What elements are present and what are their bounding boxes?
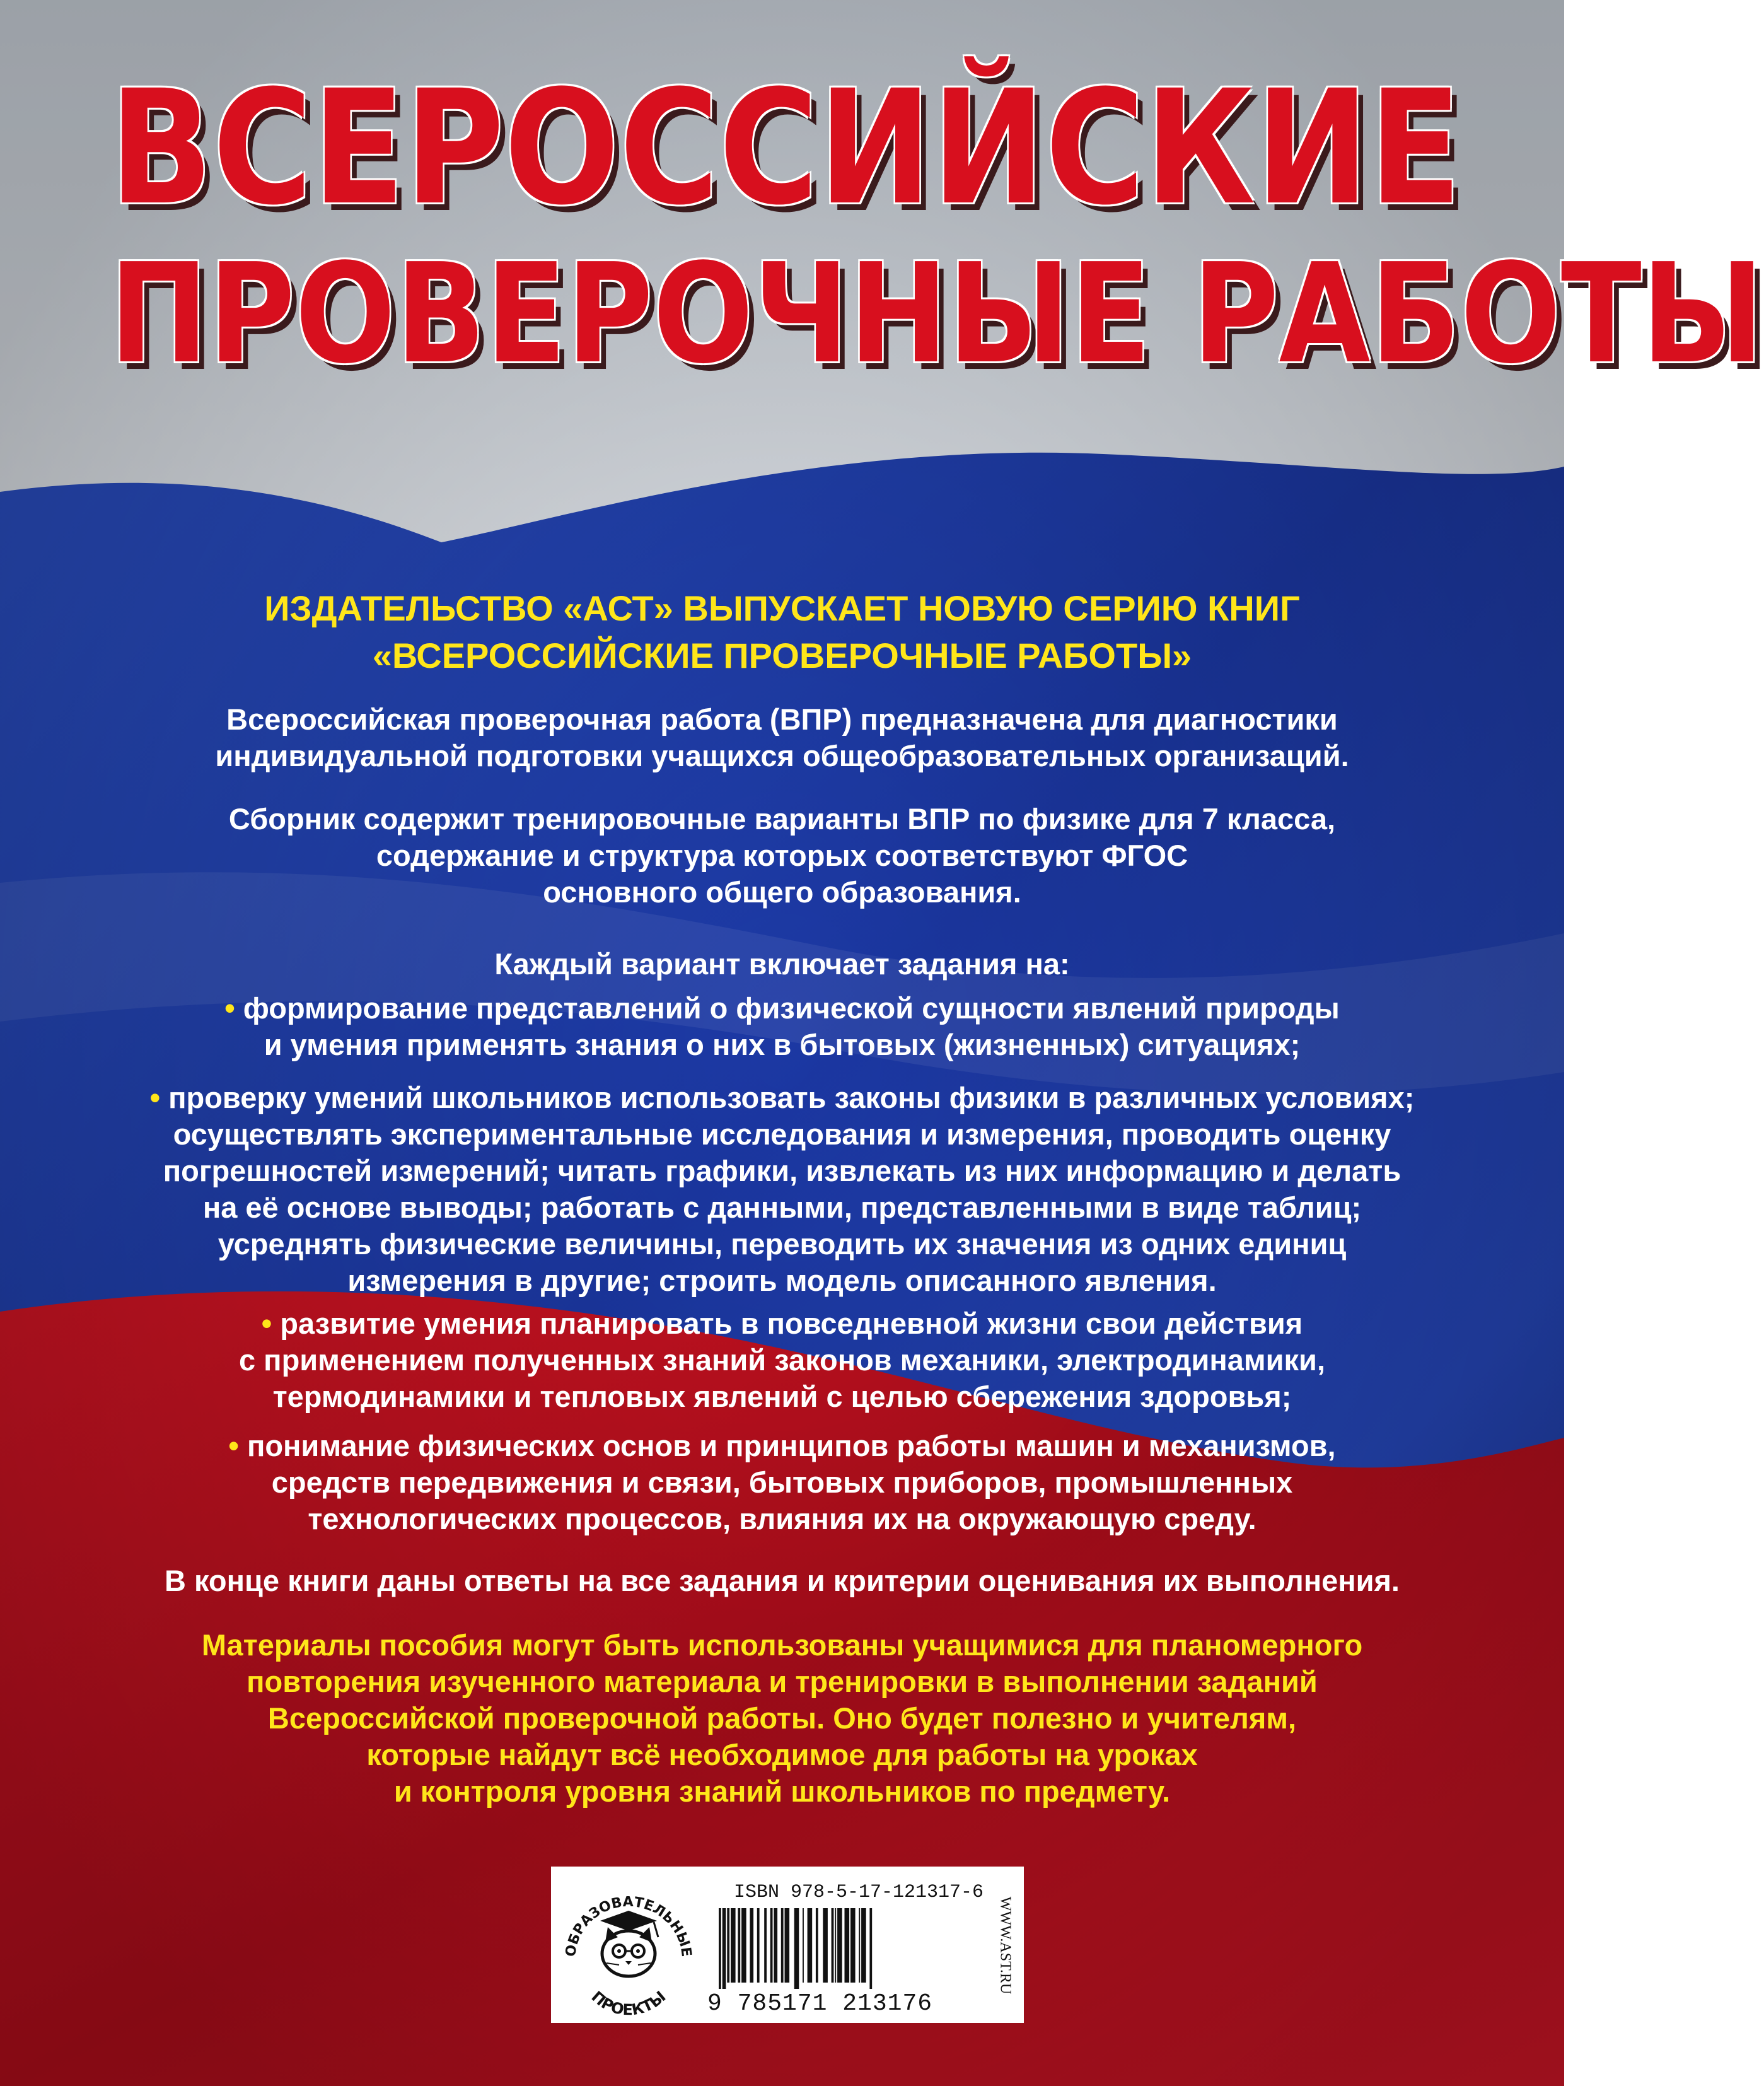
materials-line: повторения изученного материала и тренировки в выполнении заданий xyxy=(247,1665,1318,1698)
headline-line1: ИЗДАТЕЛЬСТВО «АСТ» ВЫПУСКАЕТ НОВУЮ СЕРИЮ КНИГ xyxy=(264,588,1300,628)
bullet-dot-icon: • xyxy=(149,1081,161,1114)
bullet-item-line: • формирование представлений о физической сущности явлений природы xyxy=(224,991,1340,1025)
barcode-bar xyxy=(741,1908,746,1983)
bullet-item-line: термодинамики и тепловых явлений с целью сбережения здоровья; xyxy=(272,1380,1292,1413)
logo-bottom-text xyxy=(588,1988,670,2018)
barcode-bar xyxy=(781,1908,784,1983)
bullet-item-line: погрешностей измерений; читать графики, извлекать из них информацию и делать xyxy=(163,1154,1401,1187)
bullet-item-line: усреднять физические величины, переводить их значения из одних единиц xyxy=(218,1227,1347,1261)
barcode-bar xyxy=(823,1908,828,1983)
bullet-item-line: с применением полученных знаний законов механики, электродинамики, xyxy=(238,1343,1326,1377)
materials-line: Материалы пособия могут быть использованы учащимися для планомерного xyxy=(201,1628,1363,1662)
bullet-item-line: технологических процессов, влияния их на окружающую среду. xyxy=(308,1502,1256,1535)
barcode-bar xyxy=(719,1908,721,1989)
bullet-item-line: • проверку умений школьников использовать законы физики в различных условиях; xyxy=(149,1081,1415,1114)
logo-top-arc: ОБРАЗОВАТЕЛЬНЫЕ xyxy=(562,1894,695,1958)
barcode-bar xyxy=(803,1908,804,1983)
barcode-bar xyxy=(837,1908,842,1983)
collection-line: основного общего образования. xyxy=(543,875,1021,909)
barcode-bar xyxy=(757,1908,760,1983)
barcode-bar xyxy=(832,1908,834,1983)
cat-with-graduation-cap-icon xyxy=(600,1911,658,1976)
barcode-bar xyxy=(808,1908,813,1983)
bullet-item-line: на её основе выводы; работать с данными, представленными в виде таблиц; xyxy=(202,1191,1362,1224)
materials-line: которые найдут всё необходимое для работы на уроках xyxy=(366,1738,1198,1771)
bullet-dot-icon: • xyxy=(261,1307,272,1340)
barcode-number: 9 785171 213176 xyxy=(707,1990,933,2017)
bullet-item-line: измерения в другие; строить модель описанного явления. xyxy=(347,1264,1217,1297)
isbn-text: ISBN 978-5-17-121317-6 xyxy=(734,1882,984,1903)
bullet-item-line: • понимание физических основ и принципов работы машин и механизмов, xyxy=(228,1429,1336,1462)
bullet-dot-icon: • xyxy=(224,991,235,1025)
answers-note: В конце книги даны ответы на все задания и критерии оценивания их выполнения. xyxy=(165,1564,1400,1597)
barcode-bar xyxy=(764,1908,767,1983)
materials-line: Всероссийской проверочной работы. Оно будет полезно и учителям, xyxy=(267,1701,1297,1735)
collection-line: содержание и структура которых соответствуют ФГОС xyxy=(376,839,1188,872)
bullet-item-line: осуществлять экспериментальные исследования и измерения, проводить оценку xyxy=(173,1117,1391,1151)
barcode-icon xyxy=(716,1908,981,1989)
tasks-heading: Каждый вариант включает задания на: xyxy=(494,947,1070,981)
barcode-bar xyxy=(794,1908,799,1989)
barcode-bar xyxy=(774,1908,777,1983)
barcode-bar xyxy=(850,1908,856,1983)
barcode-bar xyxy=(859,1908,860,1983)
headline-line2: «ВСЕРОССИЙСКИЕ ПРОВЕРОЧНЫЕ РАБОТЫ» xyxy=(372,636,1192,675)
materials-line: и контроля уровня знаний школьников по предмету. xyxy=(393,1774,1171,1808)
barcode-bar xyxy=(738,1908,740,1983)
cover-title-line2: ПРОВЕРОЧНЫЕ РАБОТЫ xyxy=(109,235,1764,394)
bullet-item-line: средств передвижения и связи, бытовых приборов, промышленных xyxy=(271,1465,1293,1499)
publisher-logo xyxy=(556,1872,701,2018)
website-label: WWW.AST.RU xyxy=(997,1896,1014,1995)
barcode-bar xyxy=(770,1908,773,1983)
barcode-panel xyxy=(551,1867,1024,2023)
logo-bottom-arc: ПРОЕКТЫ xyxy=(588,1987,670,2018)
barcode-bar xyxy=(785,1908,790,1983)
bullet-dot-icon: • xyxy=(228,1429,239,1462)
barcode-bar xyxy=(845,1908,850,1983)
barcode-bar xyxy=(861,1908,866,1983)
bullet-item-line: и умения применять знания о них в бытовых (жизненных) ситуациях; xyxy=(264,1028,1301,1061)
barcode-bar xyxy=(869,1908,872,1989)
cover-title-line1: ВСЕРОССИЙСКИЕ xyxy=(109,56,1462,240)
barcode-bar xyxy=(731,1908,736,1983)
barcode-bar xyxy=(750,1908,753,1983)
intro-line: Всероссийская проверочная работа (ВПР) предназначена для диагностики xyxy=(226,702,1338,736)
barcode-bar xyxy=(722,1908,726,1989)
intro-line: индивидуальной подготовки учащихся общеобразовательных организаций. xyxy=(215,739,1349,772)
bullet-item-line: • развитие умения планировать в повседневной жизни свои действия xyxy=(261,1307,1303,1340)
barcode-bar xyxy=(816,1908,818,1983)
barcode-bar xyxy=(727,1908,729,1983)
collection-line: Сборник содержит тренировочные варианты ВПР по физике для 7 класса, xyxy=(228,802,1336,836)
barcode-bar xyxy=(835,1908,836,1983)
